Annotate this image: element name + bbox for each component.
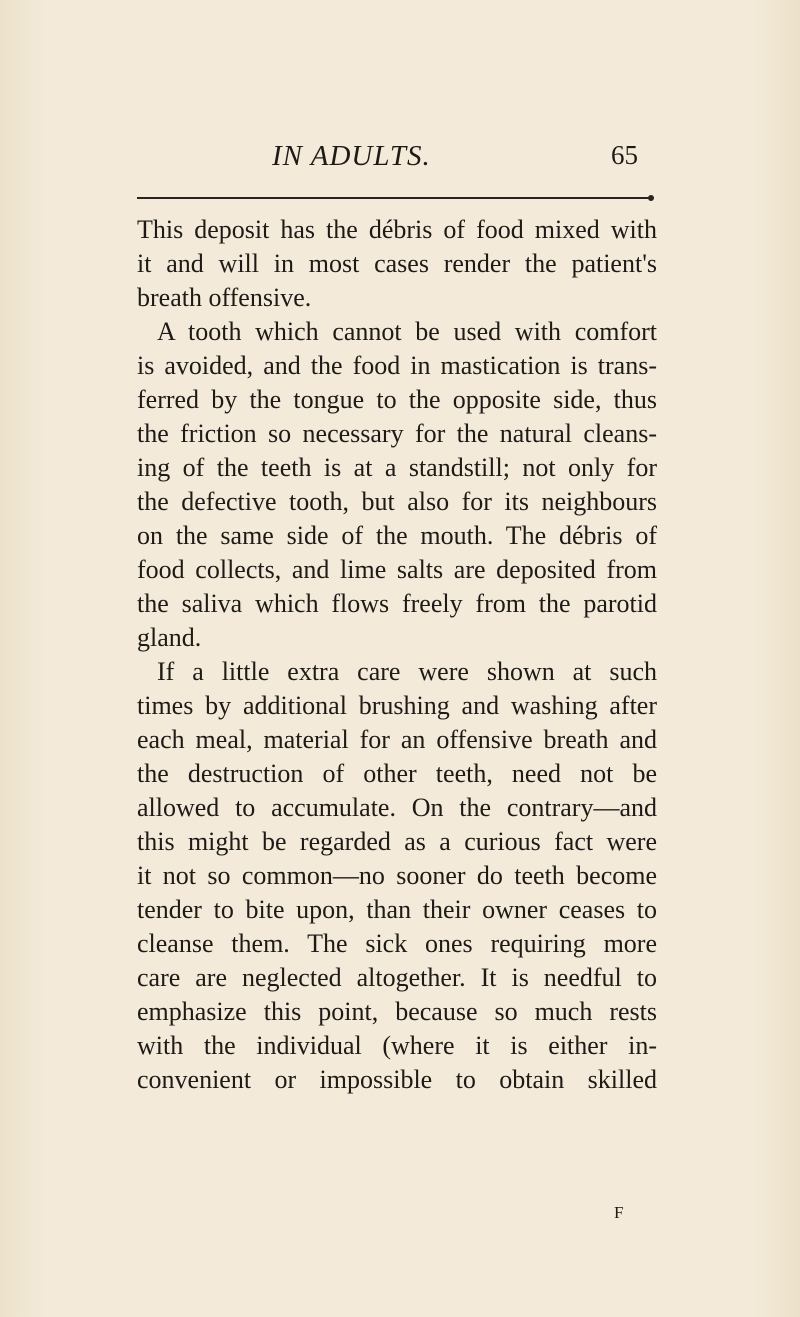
text-line: on the same side of the mouth. The débris of bbox=[137, 521, 657, 550]
text-line: gland. bbox=[137, 623, 202, 652]
signature-mark: F bbox=[614, 1203, 624, 1222]
text-line: emphasize this point, because so much rests bbox=[137, 997, 657, 1026]
text-line bbox=[137, 315, 657, 349]
text-line: it not so common—no sooner do teeth become bbox=[137, 861, 657, 890]
text-line: the defective tooth, but also for its neighbours bbox=[137, 487, 657, 516]
text-line: This deposit has the débris of food mixed with bbox=[137, 215, 657, 244]
text-line: the saliva which flows freely from the parotid bbox=[137, 589, 657, 618]
text-line: this might be regarded as a curious fact were bbox=[137, 827, 657, 856]
text-line: breath offensive. bbox=[137, 283, 312, 312]
text-line: is avoided, and the food in mastication is trans- bbox=[137, 351, 657, 380]
text-line: allowed to accumulate. On the contrary—and bbox=[137, 793, 657, 822]
header-rule bbox=[137, 197, 650, 199]
page-number: 65 bbox=[611, 140, 638, 170]
body-text bbox=[137, 213, 657, 1097]
text-line: with the individual (where it is either in- bbox=[137, 1031, 657, 1060]
text-line: ferred by the tongue to the opposite side, thus bbox=[137, 385, 657, 414]
text-line: food collects, and lime salts are deposited from bbox=[137, 555, 657, 584]
text-line bbox=[137, 655, 657, 689]
text-line: cleanse them. The sick ones requiring more bbox=[137, 929, 657, 958]
text-line: it and will in most cases render the patient's bbox=[137, 249, 657, 278]
text-line: care are neglected altogether. It is needful to bbox=[137, 963, 657, 992]
text-line-content: If a little extra care were shown at such bbox=[157, 657, 657, 686]
text-line: ing of the teeth is at a standstill; not only for bbox=[137, 453, 657, 482]
text-line-content: A tooth which cannot be used with comfort bbox=[157, 317, 657, 346]
text-line: convenient or impossible to obtain skilled bbox=[137, 1065, 657, 1094]
text-line: tender to bite upon, than their owner ceases to bbox=[137, 895, 657, 924]
text-line: each meal, material for an offensive breath and bbox=[137, 725, 657, 754]
running-head: IN ADULTS. bbox=[272, 140, 431, 172]
text-line: the destruction of other teeth, need not be bbox=[137, 759, 657, 788]
text-line: times by additional brushing and washing after bbox=[137, 691, 657, 720]
text-line: the friction so necessary for the natural cleans- bbox=[137, 419, 657, 448]
